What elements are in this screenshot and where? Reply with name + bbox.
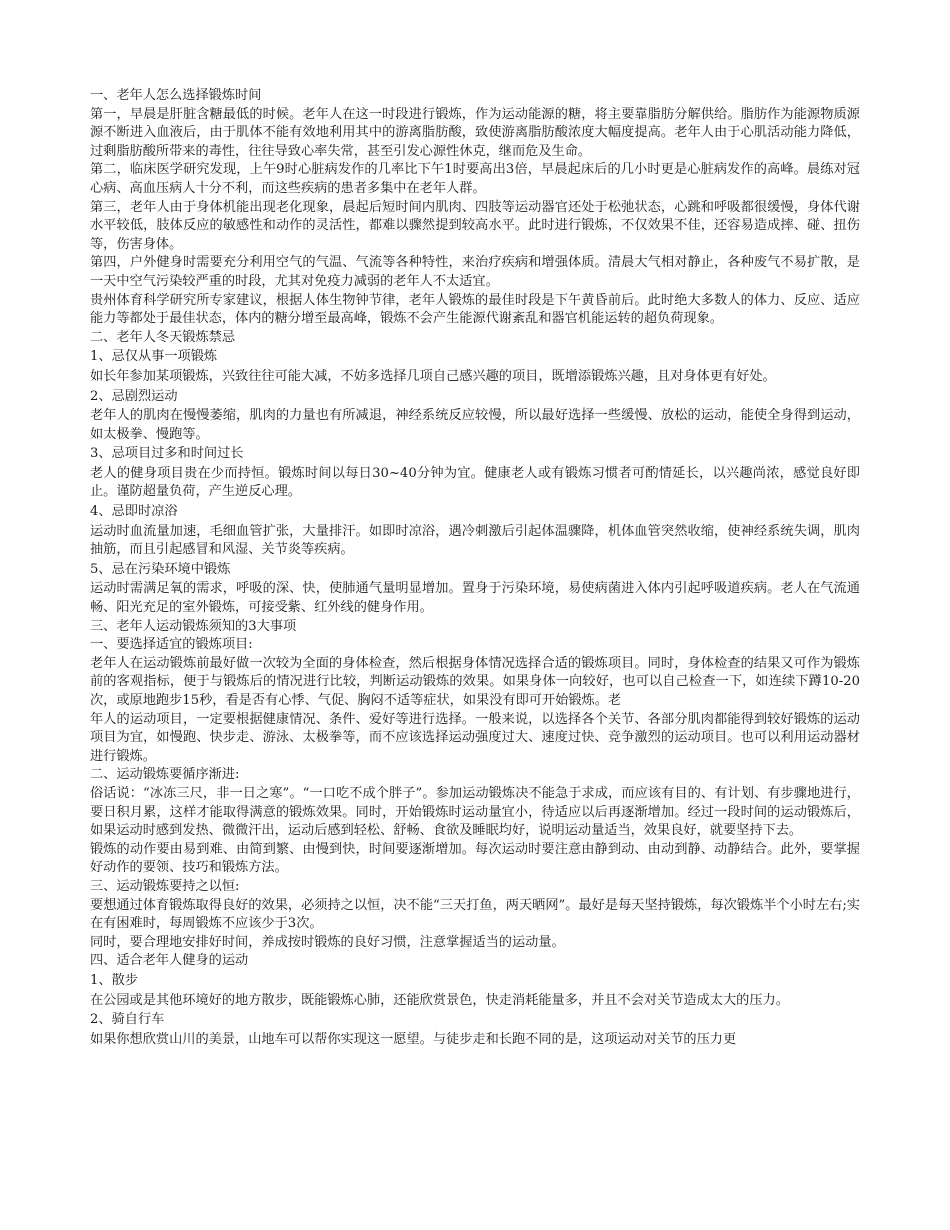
body-paragraph: 第一，早晨是肝脏含糖最低的时候。老年人在这一时段进行锻炼，作为运动能源的糖，将主要靠脂肪分解供给。脂肪作为能源物质源源不断进入血液后，由于肌体不能有效地利用其中的游离脂肪酸，致使游离脂肪酸浓度大幅度提高。老年人由于心肌活动能力降低，过剩脂肪酸所带来的毒性，往往导致心率失常，甚至引发心源性休克，继而危及生命。 bbox=[90, 106, 860, 159]
document-body bbox=[90, 87, 860, 1049]
subsection-heading: 4、忌即时凉浴 bbox=[90, 504, 178, 520]
subsection-heading: 2、忌剧烈运动 bbox=[90, 388, 178, 404]
section-heading: 一、老年人怎么选择锻炼时间 bbox=[90, 88, 262, 103]
body-paragraph: 第二，临床医学研究发现，上午9时心脏病发作的几率比下午1时要高出3倍，早晨起床后的几小时更是心脏病发作的高峰。晨练对冠心病、高血压病人十分不利，而这些疾病的患者多集中在老年人群。 bbox=[90, 162, 860, 196]
subsection-heading: 一、要选择适宜的锻炼项目: bbox=[90, 637, 253, 653]
body-paragraph: 第四，户外健身时需要充分利用空气的气温、气流等各种特性，来治疗疾病和增强体质。清晨大气相对静止，各种废气不易扩散，是一天中空气污染较严重的时段，尤其对免疫力减弱的老年人不太适宜。 bbox=[90, 255, 860, 289]
body-paragraph: 老年人的肌肉在慢慢萎缩，肌肉的力量也有所减退，神经系统反应较慢，所以最好选择一些缓慢、放松的运动，能使全身得到运动，如太极拳、慢跑等。 bbox=[90, 408, 860, 442]
body-paragraph: 运动时需满足氧的需求，呼吸的深、快，使肺通气量明显增加。置身于污染环境，易使病菌进入体内引起呼吸道疾病。老人在气流通畅、阳光充足的室外锻炼，可接受紫、红外线的健身作用。 bbox=[90, 581, 860, 616]
subsection-heading: 三、运动锻炼要持之以恒: bbox=[90, 878, 240, 894]
subsection-heading: 二、运动锻炼要循序渐进: bbox=[90, 767, 240, 783]
body-paragraph: 运动时血流量加速，毛细血管扩张，大量排汗。如即时凉浴，遇冷刺激后引起体温骤降，机体血管突然收缩，使神经系统失调，肌肉抽筋，而且引起感冒和风湿、关节炎等疾病。 bbox=[90, 523, 860, 558]
body-paragraph: 锻炼的动作要由易到难、由简到繁、由慢到快，时间要逐渐增加。每次运动时要注意由静到动、由动到静、动静结合。此外，要掌握好动作的要领、技巧和锻炼方法。 bbox=[90, 841, 860, 876]
subsection-heading: 5、忌在污染环境中锻炼 bbox=[90, 561, 231, 577]
subsection-heading: 1、散步 bbox=[90, 972, 138, 988]
section-heading: 三、老年人运动锻炼须知的3大事项 bbox=[90, 618, 297, 634]
body-paragraph: 俗话说：“冰冻三尺，非一日之寒”。“一口吃不成个胖子”。参加运动锻炼决不能急于求成，而应该有目的、有计划、有步骤地进行，要日积月累，这样才能取得满意的锻炼效果。同时，开始锻炼时运动量宜小，待适应以后再逐渐增加。经过一段时间的运动锻炼后，如果运动时感到发热、微微汗出，运动后感到轻松、舒畅、食欲及睡眠均好，说明运动量适当，效果良好，就要坚持下去。 bbox=[90, 785, 860, 839]
body-paragraph: 如果你想欣赏山川的美景，山地车可以帮你实现这一愿望。与徒步走和长跑不同的是，这项运动对关节的压力更 bbox=[90, 1031, 737, 1047]
body-paragraph: 老年人在运动锻炼前最好做一次较为全面的身体检查，然后根据身体情况选择合适的锻炼项目。同时，身体检查的结果又可作为锻炼前的客观指标，便于与锻炼后的情况进行比较，判断运动锻炼的效果。如果身体一向较好，也可以自己检查一下，如连续下蹲10-20次，或原地跑步15秒，看是否有心悸、气促、胸闷不适等症状，如果没有即可开始锻炼。老 bbox=[90, 655, 860, 708]
subsection-heading: 2、骑自行车 bbox=[90, 1012, 165, 1028]
body-paragraph: 年人的运动项目，一定要根据健康情况、条件、爱好等进行选择。一般来说，以选择各个关节、各部分肌肉都能得到较好锻炼的运动项目为宜，如慢跑、快步走、游泳、太极拳等，而不应该选择运动强度过大、速度过快、竞争激烈的运动项目。也可以利用运动器材进行锻炼。 bbox=[90, 711, 860, 764]
subsection-heading: 3、忌项目过多和时间过长 bbox=[90, 446, 244, 462]
body-paragraph: 如长年参加某项锻炼，兴致往往可能大减，不妨多选择几项自己感兴趣的项目，既增添锻炼兴趣，且对身体更有好处。 bbox=[90, 368, 776, 384]
section-heading: 二、老年人冬天锻炼禁忌 bbox=[90, 329, 236, 345]
body-paragraph: 同时，要合理地安排好时间，养成按时锻炼的良好习惯，注意掌握适当的运动量。 bbox=[90, 934, 565, 950]
body-paragraph: 贵州体育科学研究所专家建议，根据人体生物钟节律，老年人锻炼的最佳时段是下午黄昏前后。此时绝大多数人的体力、反应、适应能力等都处于最佳状态，体内的糖分增至最高峰，锻炼不会产生能源代谢紊乱和器官机能运转的超负荷现象。 bbox=[90, 292, 860, 327]
body-paragraph: 老人的健身项目贵在少而持恒。锻炼时间以每日30~40分钟为宜。健康老人或有锻炼习惯者可酌情延长，以兴趣尚浓，感觉良好即止。谨防超量负荷，产生逆反心理。 bbox=[90, 465, 860, 500]
section-heading: 四、适合老年人健身的运动 bbox=[90, 953, 249, 969]
body-paragraph: 第三，老年人由于身体机能出现老化现象，晨起后短时间内肌肉、四肢等运动器官还处于松弛状态，心跳和呼吸都很缓慢，身体代谢水平较低，肢体反应的敏感性和动作的灵活性，都难以骤然提到较高水平。此时进行锻炼，不仅效果不佳，还容易造成摔、碰、扭伤等，伤害身体。 bbox=[90, 199, 860, 252]
body-paragraph: 在公园或是其他环境好的地方散步，既能锻炼心肺，还能欣赏景色，快走消耗能量多，并且不会对关节造成太大的压力。 bbox=[90, 992, 789, 1008]
body-paragraph: 要想通过体育锻炼取得良好的效果，必须持之以恒，决不能“三天打鱼，两天晒网”。最好是每天坚持锻炼，每次锻炼半个小时左右;实在有困难时，每周锻炼不应该少于3次。 bbox=[90, 897, 860, 932]
subsection-heading: 1、忌仅从事一项锻炼 bbox=[90, 349, 218, 365]
